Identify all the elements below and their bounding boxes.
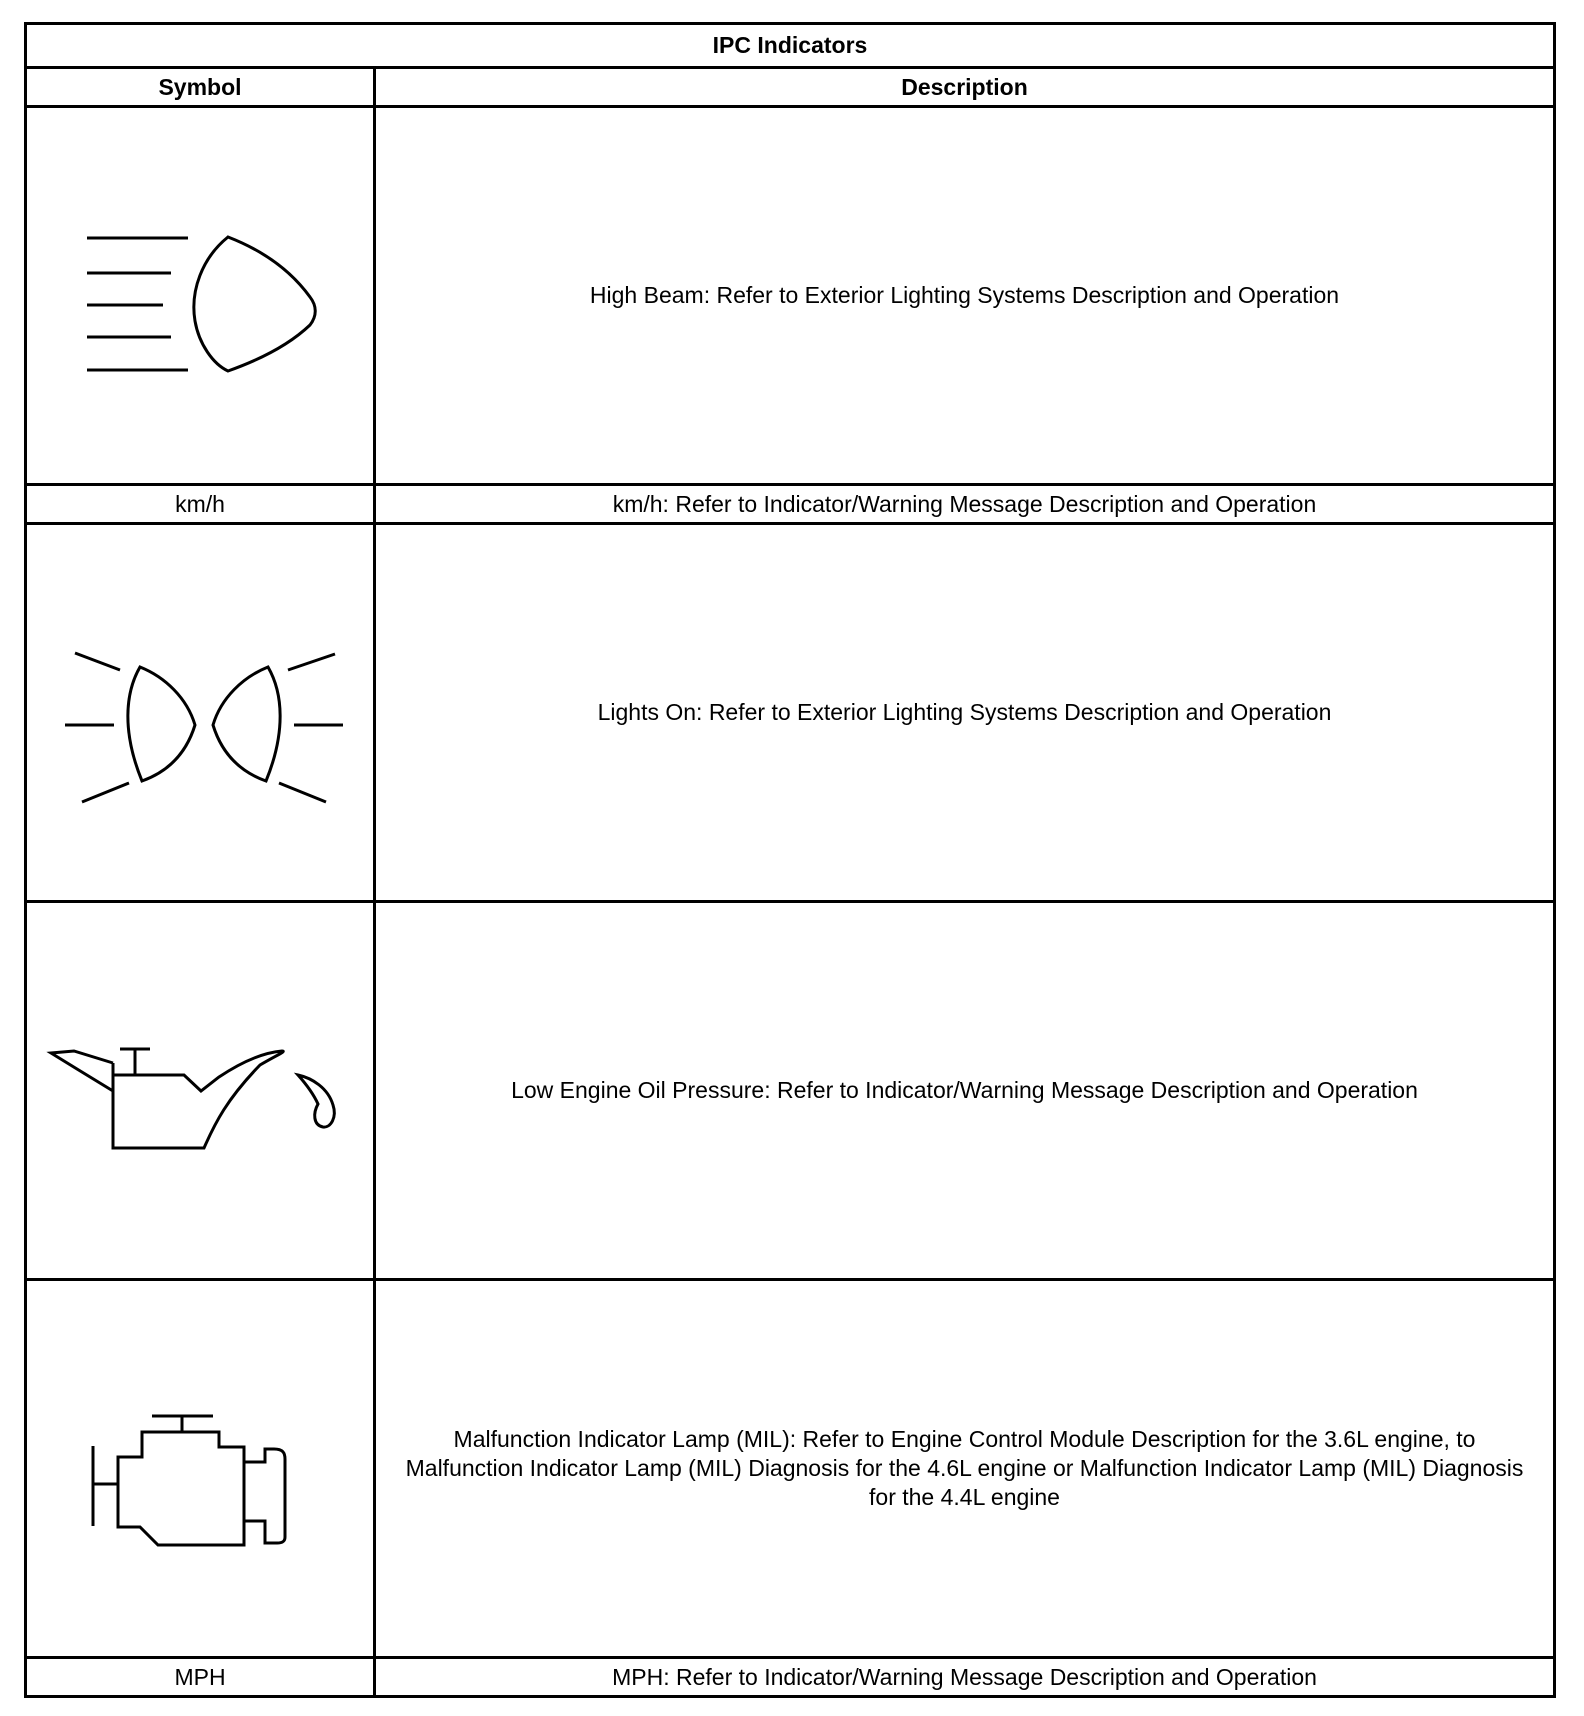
- lights-on-icon: [27, 525, 376, 900]
- table-row: [26, 485, 1555, 524]
- description-cell: km/h: Refer to Indicator/Warning Message Description and Operation: [375, 485, 1555, 524]
- symbol-text-cell: km/h: [26, 485, 375, 524]
- symbol-cell: [26, 524, 375, 902]
- table-row: [26, 902, 1555, 1280]
- table-row: [26, 1280, 1555, 1658]
- engine-icon: [27, 1281, 376, 1656]
- description-cell: MPH: Refer to Indicator/Warning Message Description and Operation: [375, 1658, 1555, 1697]
- description-cell: Low Engine Oil Pressure: Refer to Indicator/Warning Message Description and Operation: [375, 902, 1555, 1280]
- table-row: [26, 107, 1555, 485]
- table-row: [26, 1658, 1555, 1697]
- header-description: Description: [375, 68, 1555, 107]
- description-cell: Malfunction Indicator Lamp (MIL): Refer to Engine Control Module Description for the 3.6L engine, to Malfunction Indicator Lamp (MIL) Diagnosis for the 4.6L engine or Malfunction Indicator Lamp (MIL) Diagnosis for the 4.4L engine: [375, 1280, 1555, 1658]
- header-symbol: Symbol: [26, 68, 375, 107]
- symbol-text-cell: MPH: [26, 1658, 375, 1697]
- table-title: IPC Indicators: [26, 24, 1555, 68]
- symbol-cell: [26, 1280, 375, 1658]
- symbol-cell: [26, 107, 375, 485]
- table-row: [26, 524, 1555, 902]
- table-header-row: [26, 68, 1555, 107]
- table-title-row: [26, 24, 1555, 68]
- symbol-cell: [26, 902, 375, 1280]
- oil-can-icon: [27, 903, 376, 1278]
- document: [24, 22, 1556, 1698]
- description-cell: Lights On: Refer to Exterior Lighting Systems Description and Operation: [375, 524, 1555, 902]
- high-beam-icon: [27, 108, 376, 483]
- description-cell: High Beam: Refer to Exterior Lighting Systems Description and Operation: [375, 107, 1555, 485]
- ipc-indicators-table: [24, 22, 1556, 1698]
